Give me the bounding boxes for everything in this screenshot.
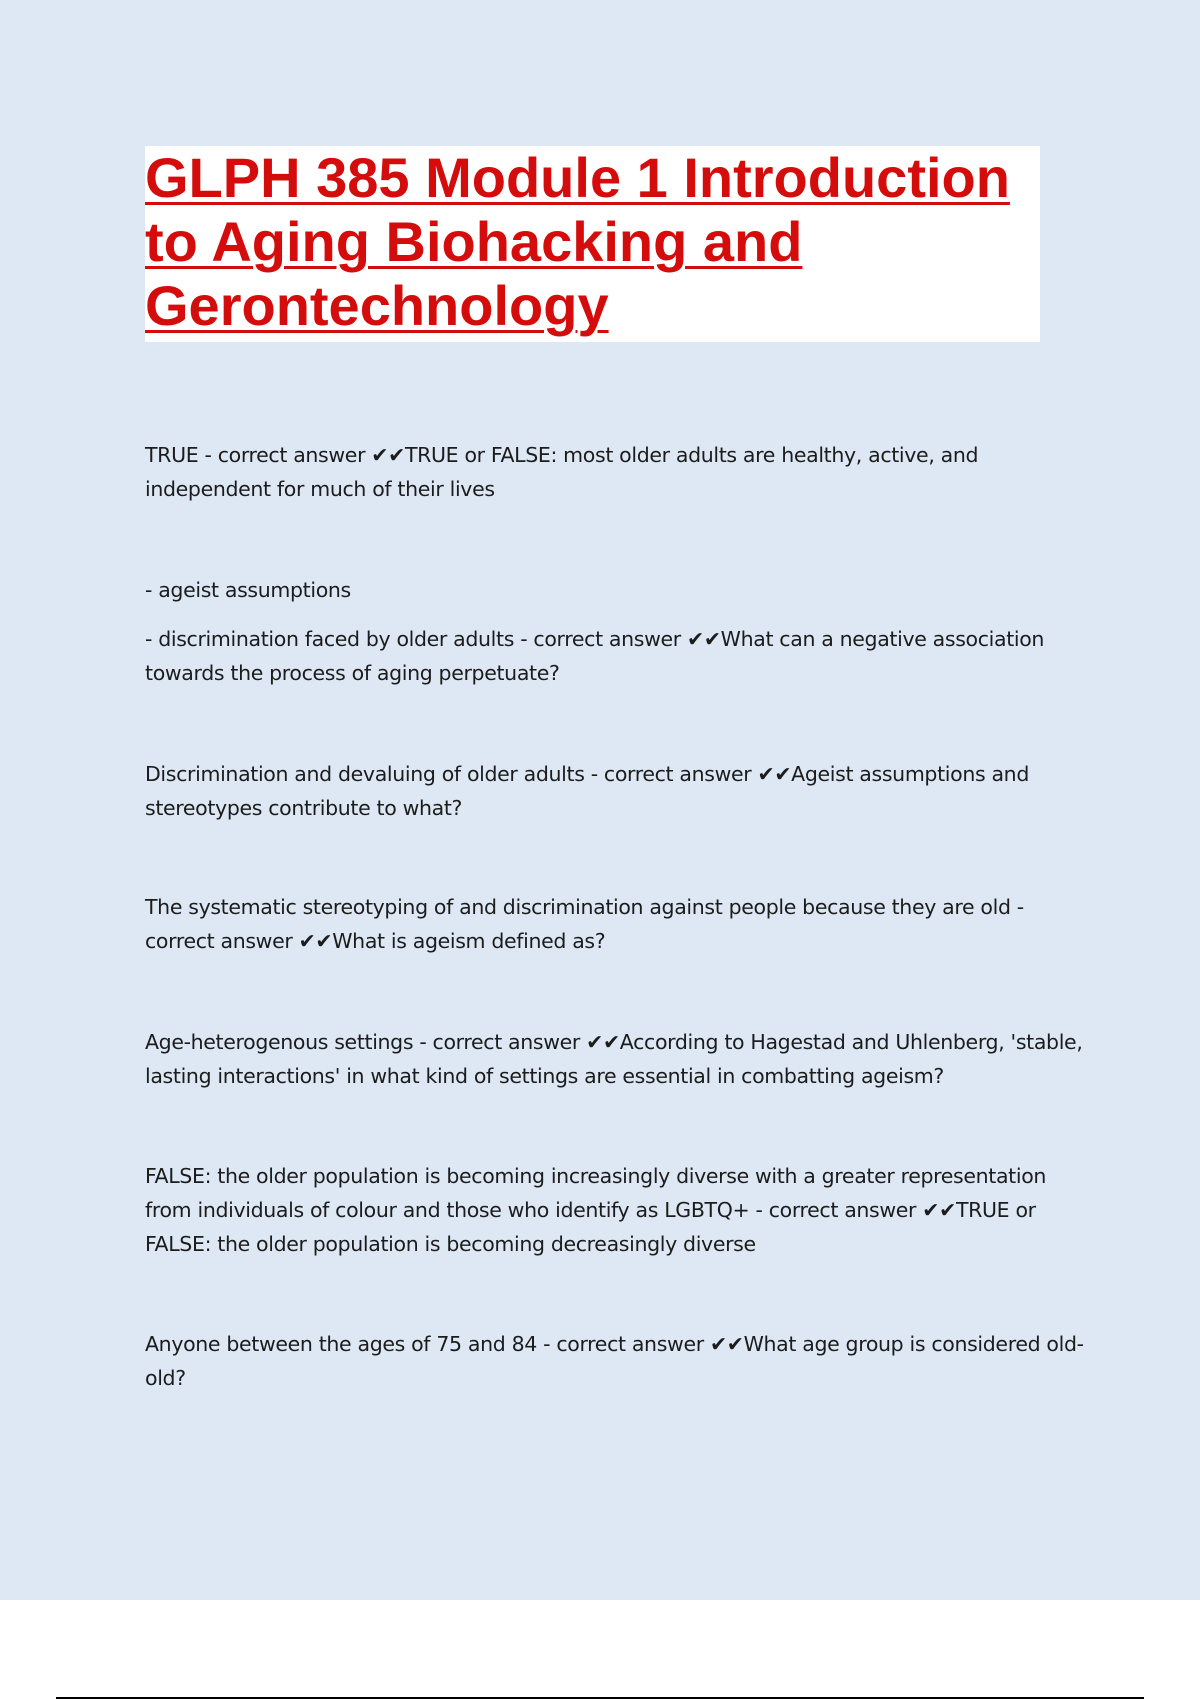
qa-entry-2: - ageist assumptions: [145, 578, 351, 602]
qa-entry-3: - discrimination faced by older adults - correct answer ✔✔What can a negative association towards the process of aging perpetuate?: [145, 627, 1045, 685]
document-title: GLPH 385 Module 1 Introduction to Aging Biohacking and Gerontechnology: [145, 146, 1010, 337]
qa-entry-6: Age-heterogenous settings - correct answer ✔✔According to Hagestad and Uhlenberg, 'stable, lasting interactions' in what kind of settings are essential in combatting ageism?: [145, 1030, 1083, 1088]
qa-entry-5: The systematic stereotyping of and discrimination against people because they are old - correct answer ✔✔What is ageism defined as?: [145, 895, 1024, 953]
qa-entry-7: FALSE: the older population is becoming increasingly diverse with a greater representation from individuals of colour and those who identify as LGBTQ+ - correct answer ✔✔TRUE or FALSE: the older population is becoming decreasingly diverse: [145, 1164, 1047, 1256]
qa-entry-8: Anyone between the ages of 75 and 84 - correct answer ✔✔What age group is considered old-old?: [145, 1332, 1084, 1390]
qa-entry-4: Discrimination and devaluing of older adults - correct answer ✔✔Ageist assumptions and stereotypes contribute to what?: [145, 762, 1029, 820]
footer-rule: [56, 1697, 1144, 1699]
qa-entry-1: TRUE - correct answer ✔✔TRUE or FALSE: most older adults are healthy, active, and independent for much of their lives: [145, 443, 979, 501]
